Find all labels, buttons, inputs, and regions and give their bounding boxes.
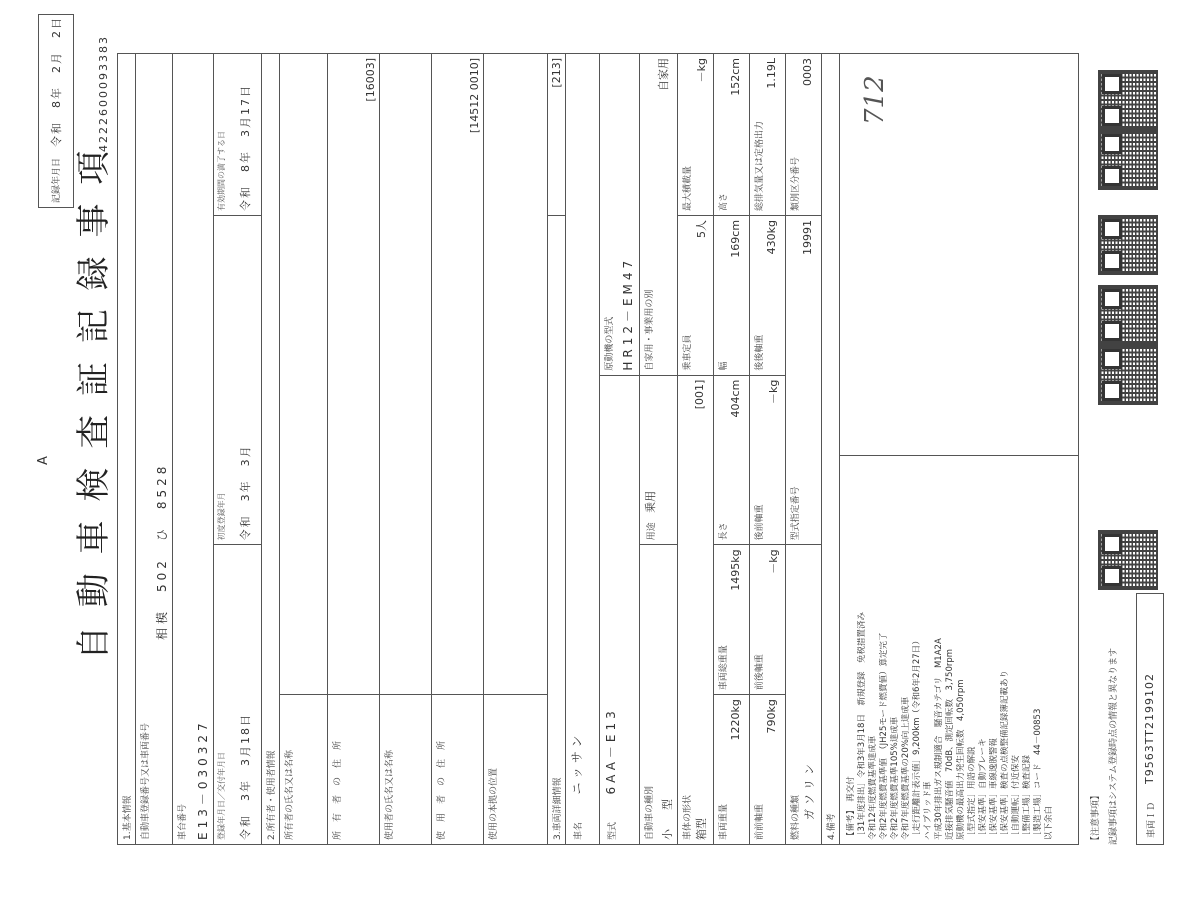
remarks-line: ［型式指定］用語の解説 [967, 746, 977, 840]
rf-axle-value: －kg [767, 379, 780, 405]
remarks-line: ［自動運転］付近保安 [1011, 754, 1021, 840]
vehicle-section-header: 3.車両詳細情報 [548, 215, 566, 844]
kind-cell [640, 545, 678, 845]
remarks-line: ［31年度排出］令和3年3月18日 新規登録 免税措置済み [857, 612, 867, 840]
displacement-label: 総排気量又は定格出力 [755, 120, 765, 211]
reg-value: 相模 502 ひ 8528 [155, 462, 169, 640]
engine-label: 原動機の型式 [605, 316, 615, 371]
record-date-value: 令和 8年 2月 2日 [50, 16, 63, 147]
chassis-row [173, 54, 214, 845]
purpose-label: 自家用・事業用の別 [645, 289, 655, 371]
vehicle-section-code-cell [548, 54, 566, 216]
qr-code-icon [1098, 530, 1158, 590]
first-reg-label: 登録年月日／交付年月日 [217, 752, 226, 840]
displacement-cell [750, 54, 786, 216]
capacity-value: 5人 [695, 219, 708, 238]
body-cell [678, 375, 714, 844]
user-name-value-cell [380, 54, 432, 695]
use-cell [640, 375, 678, 545]
engine-value: HR12－EM47 [621, 256, 635, 371]
remarks-line: 近接排気騒音値 70dB、測定回転数 3,750rpm [945, 648, 955, 840]
expiry-value: 令和 8年 3月17日 [239, 83, 252, 211]
kind-label: 自動車の種別 [645, 785, 655, 840]
document-title: 自 動 車 検 査 証 記 録 事 項 [74, 146, 114, 660]
remarks-line: 以下余白 [1044, 805, 1054, 840]
expiry-label: 有効期間の満了する日 [217, 130, 226, 211]
base-value-cell [484, 54, 548, 695]
height-label: 高さ [719, 192, 729, 211]
owner-code: [16003] [364, 58, 377, 102]
remarks-line: 平成30年排出ガス規制適合 騒音カテゴリ M1A2A [934, 638, 944, 840]
maker-label: 車名 [574, 821, 584, 840]
remarks-line: ［製造工場］コード 44－00853 [1033, 708, 1043, 840]
chassis-label: 車台番号 [178, 803, 188, 840]
record-table [117, 53, 1079, 845]
length-label: 長さ [719, 522, 729, 541]
first-reg-cell [214, 545, 262, 845]
rf-axle-label: 後前軸重 [755, 504, 765, 541]
remarks-line: 令和12年度燃費基準達成車 [868, 735, 878, 840]
type-no-label: 型式指定番号 [791, 486, 801, 541]
width-cell [714, 215, 750, 375]
remarks-cell [840, 54, 1079, 845]
qr-code-icon [1098, 345, 1158, 405]
remarks-line: ［整備工場］検査記録 [1022, 754, 1032, 840]
reg-label: 自動車登録番号又は車両番号 [141, 722, 151, 840]
record-date-label: 記録年月日 [52, 157, 62, 203]
ff-axle-label: 前前軸重 [755, 803, 765, 840]
kind-value: 小 型 [661, 795, 674, 840]
weight-cell [714, 695, 750, 845]
type-no-cell [786, 215, 822, 544]
model-value: 6AA－E13 [604, 707, 618, 795]
expiry-cell [214, 54, 262, 216]
width-value: 169cm [729, 219, 742, 258]
owner-addr-label-cell [328, 695, 380, 845]
maker-value: ニッサン [570, 731, 584, 795]
first-year-value: 令和 3年 3月 [239, 444, 252, 541]
capacity-cell [678, 215, 714, 375]
base-label-cell [484, 695, 548, 845]
rr-axle-label: 後後軸重 [755, 334, 765, 371]
owner-section-header: 2.所有者・使用者情報 [262, 54, 280, 845]
first-reg-value: 令和 3年 3月18日 [239, 713, 252, 840]
displacement-value: 1.19L [765, 58, 778, 89]
remarks-list [846, 460, 1055, 840]
remarks-line: 令和2年度燃費基準105%達成車 [890, 716, 900, 840]
weight-value: 1220kg [729, 699, 742, 741]
user-code: [14512 0010] [468, 58, 481, 134]
body-code: [001] [693, 379, 706, 410]
qr-code-icon [1098, 70, 1158, 130]
capacity-label: 乗車定員 [683, 334, 693, 371]
handwritten-note: 712 [860, 75, 890, 125]
owner-addr-label: 所 有 者 の 住 所 [333, 740, 343, 840]
basic-section-header: 1.基本情報 [118, 54, 136, 845]
qr-code-icon [1098, 215, 1158, 275]
remarks-line: 【備考】 再交付 [846, 776, 856, 840]
class-no-label: 類別区分番号 [791, 156, 801, 211]
qr-code-icon [1098, 285, 1158, 345]
first-year-label: 初度登録年月 [217, 492, 226, 541]
vehicle-id-label: 車両ＩＤ [1147, 801, 1157, 838]
body-value: 箱型 [695, 818, 708, 840]
remarks-line: ［保安基準］自動ブレーキ [978, 738, 988, 840]
rr-axle-cell [750, 215, 786, 375]
reg-row [136, 54, 173, 845]
chassis-value: E13－030327 [196, 719, 210, 840]
gross-label: 車両総重量 [719, 645, 729, 691]
weight-label: 車両重量 [719, 803, 729, 840]
fr-axle-value: －kg [767, 549, 780, 574]
use-value: 乗用 [644, 490, 657, 513]
maxload-label: 最大積載量 [683, 165, 693, 211]
body-label: 車体の形状 [683, 794, 693, 840]
remarks-line: 令和2年度燃費基準値 （JH25モード燃費値）算定完了 [879, 632, 889, 840]
fuel-value: ガソリン [803, 760, 816, 820]
remarks-line: 原動機の最高出力発生回転数 4,050rpm [956, 679, 966, 840]
remarks-line: 令和7年度燃費基準の20%向上達成車 [901, 696, 911, 840]
doc-number: 4222600093383 [97, 35, 110, 152]
vehicle-section-code: [213] [550, 58, 563, 88]
fuel-cell [786, 545, 822, 845]
width-label: 幅 [719, 361, 729, 371]
remarks-line: ［走行距離計表示値］9,200km（令和6年2月27日） [912, 636, 922, 840]
notice-text: 記録事項はシステム登録時点の情報と異なります [1109, 647, 1119, 845]
purpose-cell [640, 54, 678, 376]
owner-name-value-cell [280, 54, 328, 695]
record-date-box [38, 14, 74, 208]
vehicle-id-value: T9563TT2199102 [1143, 673, 1156, 784]
fr-axle-label: 前後軸重 [755, 654, 765, 691]
model-cell [600, 375, 640, 844]
ff-axle-value: 790kg [765, 699, 778, 734]
remarks-section-header: 4.備考 [822, 54, 840, 845]
purpose-value: 自家用 [657, 58, 670, 91]
fr-axle-cell [750, 545, 786, 695]
remarks-line: ［保安基準］車線逸脱警報 [989, 737, 999, 840]
engine-cell [600, 54, 640, 376]
vehicle-id-box [1136, 593, 1164, 845]
user-addr-label: 使 用 者 の 住 所 [437, 740, 447, 840]
maxload-value: －kg [695, 58, 708, 83]
rf-axle-cell [750, 375, 786, 545]
user-name-label-cell [380, 695, 432, 845]
remarks-text [840, 455, 1078, 844]
ff-axle-cell [750, 695, 786, 845]
qr-code-icon [1098, 130, 1158, 190]
remarks-line: ハイブリッド車 [923, 781, 933, 840]
type-no-value: 19991 [801, 219, 814, 255]
form-letter: A [36, 456, 51, 465]
use-label: 用途 [647, 522, 657, 541]
height-value: 152cm [729, 58, 742, 96]
user-addr-label-cell [432, 695, 484, 845]
model-label: 型式 [608, 821, 618, 840]
owner-addr-value-cell [328, 54, 380, 695]
owner-name-label: 所有者の氏名又は名称 [285, 749, 295, 840]
base-label: 使用の本拠の位置 [489, 767, 499, 840]
height-cell [714, 54, 750, 216]
length-cell [714, 375, 750, 545]
user-addr-value-cell [432, 54, 484, 695]
notice-label: 【注意事項】 [1091, 790, 1101, 845]
gross-cell [714, 545, 750, 695]
user-name-label: 使用者の氏名又は名称 [385, 749, 395, 840]
first-year-cell [214, 215, 262, 544]
owner-name-label-cell [280, 695, 328, 845]
gross-value: 1495kg [729, 549, 742, 591]
maxload-cell [678, 54, 714, 216]
class-no-value: 0003 [801, 58, 814, 86]
remarks-right-blank [840, 54, 1078, 455]
maker-row [566, 54, 600, 845]
length-value: 404cm [729, 379, 742, 418]
fuel-label: 燃料の種類 [791, 794, 801, 840]
class-no-cell [786, 54, 822, 216]
remarks-line: ［保安基準］検査の点検整備記録簿記載あり [1000, 669, 1010, 840]
rr-axle-value: 430kg [765, 219, 778, 255]
